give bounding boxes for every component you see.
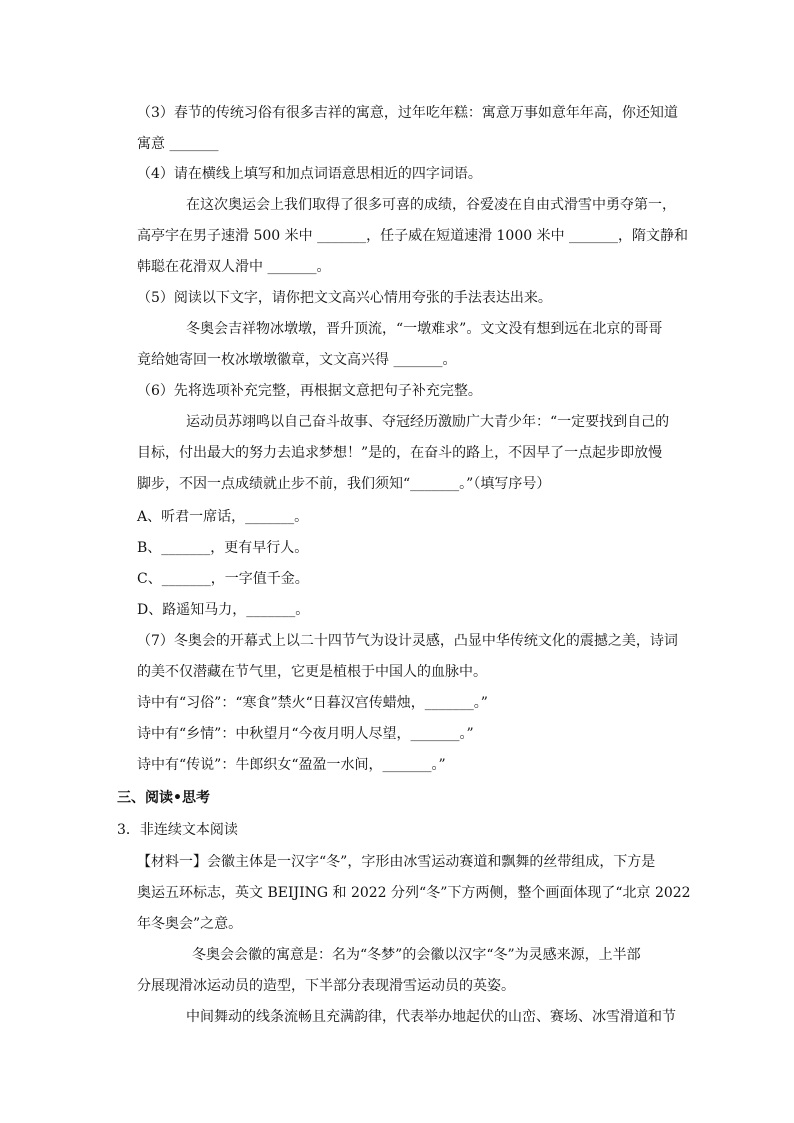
q6-passage-line-1: 运动员苏翊鸣以自己奋斗故事、夺冠经历激励广大青少年：“一定要找到自己的 — [186, 414, 670, 430]
material-1-line-2: 奥运五环标志，英文 BEIJING 和 2022 分列“冬”下方两侧，整个画面体现了“北京 2022 — [137, 885, 691, 901]
q7-prompt-line-2: 的美不仅潜藏在节气里，它更是植根于中国人的血脉中。 — [137, 664, 487, 680]
q4-prompt: （4）请在横线上填写和加点词语意思相近的四字词语。 — [137, 166, 482, 182]
q4-passage-line-1: 在这次奥运会上我们取得了很多可喜的成绩，谷爱凌在自由式滑雪中勇夺第一， — [186, 197, 676, 213]
q6-passage-line-2: 目标，付出最大的努力去追求梦想！”是的，在奋斗的路上，不因早了一点起步即放慢 — [137, 445, 663, 461]
q5-passage-line-2: 竟给她寄回一枚冰墩墩徽章，文文高兴得 _______。 — [137, 352, 457, 368]
q6-passage-line-3: 脚步，不因一点成绩就止步不前，我们须知“_______。”（填写序号） — [137, 476, 551, 492]
q4-passage-line-3: 韩聪在花滑双人滑中 _______。 — [137, 259, 331, 275]
emblem-meaning-line-3: 中间舞动的线条流畅且充满韵律，代表举办地起伏的山峦、赛场、冰雪滑道和节 — [186, 1009, 676, 1025]
poem-line-legend: 诗中有“传说”：牛郎织女“盈盈一水间，_______。” — [137, 757, 446, 773]
material-1-line-3: 年冬奥会”之意。 — [137, 916, 243, 932]
option-b: B、_______，更有早行人。 — [137, 540, 309, 556]
q5-passage-line-1: 冬奥会吉祥物冰墩墩，晋升顶流，“一墩难求”。文文没有想到远在北京的哥哥 — [186, 321, 663, 337]
q3-line-2: 寓意 _______ — [137, 136, 219, 152]
section-heading: 三、阅读•思考 — [117, 790, 210, 806]
emblem-meaning-line-1: 冬奥会会徽的寓意是：名为“冬梦”的会徽以汉字“冬”为灵感来源，上半部 — [192, 947, 641, 963]
q7-prompt-line-1: （7）冬奥会的开幕式上以二十四节气为设计灵感，凸显中华传统文化的震撼之美，诗词 — [137, 633, 678, 649]
q3-line-1: （3）春节的传统习俗有很多吉祥的寓意，过年吃年糕：寓意万事如意年年高，你还知道 — [137, 105, 678, 121]
q5-prompt: （5）阅读以下文字，请你把文文高兴心情用夸张的手法表达出来。 — [137, 290, 552, 306]
emblem-meaning-line-2: 分展现滑冰运动员的造型，下半部分表现滑雪运动员的英姿。 — [137, 978, 515, 994]
q6-prompt: （6）先将选项补充完整，再根据文意把句子补充完整。 — [137, 383, 482, 399]
material-1-line-1: 【材料一】会徽主体是一汉字“冬”，字形由冰雪运动赛道和飘舞的丝带组成，下方是 — [137, 854, 656, 870]
poem-line-custom: 诗中有“习俗”：“寒食”禁火“日暮汉宫传蜡烛，_______。” — [137, 695, 488, 711]
poem-line-homesick: 诗中有“乡情”：中秋望月“今夜月明人尽望，_______。” — [137, 726, 474, 742]
q4-passage-line-2: 高亭宇在男子速滑 500 米中 _______，任子威在短道速滑 1000 米中 _______，隋文静和 — [137, 228, 689, 244]
option-a: A、听君一席话，_______。 — [137, 509, 309, 525]
question-3-title: 3．非连续文本阅读 — [117, 822, 238, 838]
option-d: D、路遥知马力，_______。 — [137, 602, 310, 618]
option-c: C、_______，一字值千金。 — [137, 571, 309, 587]
